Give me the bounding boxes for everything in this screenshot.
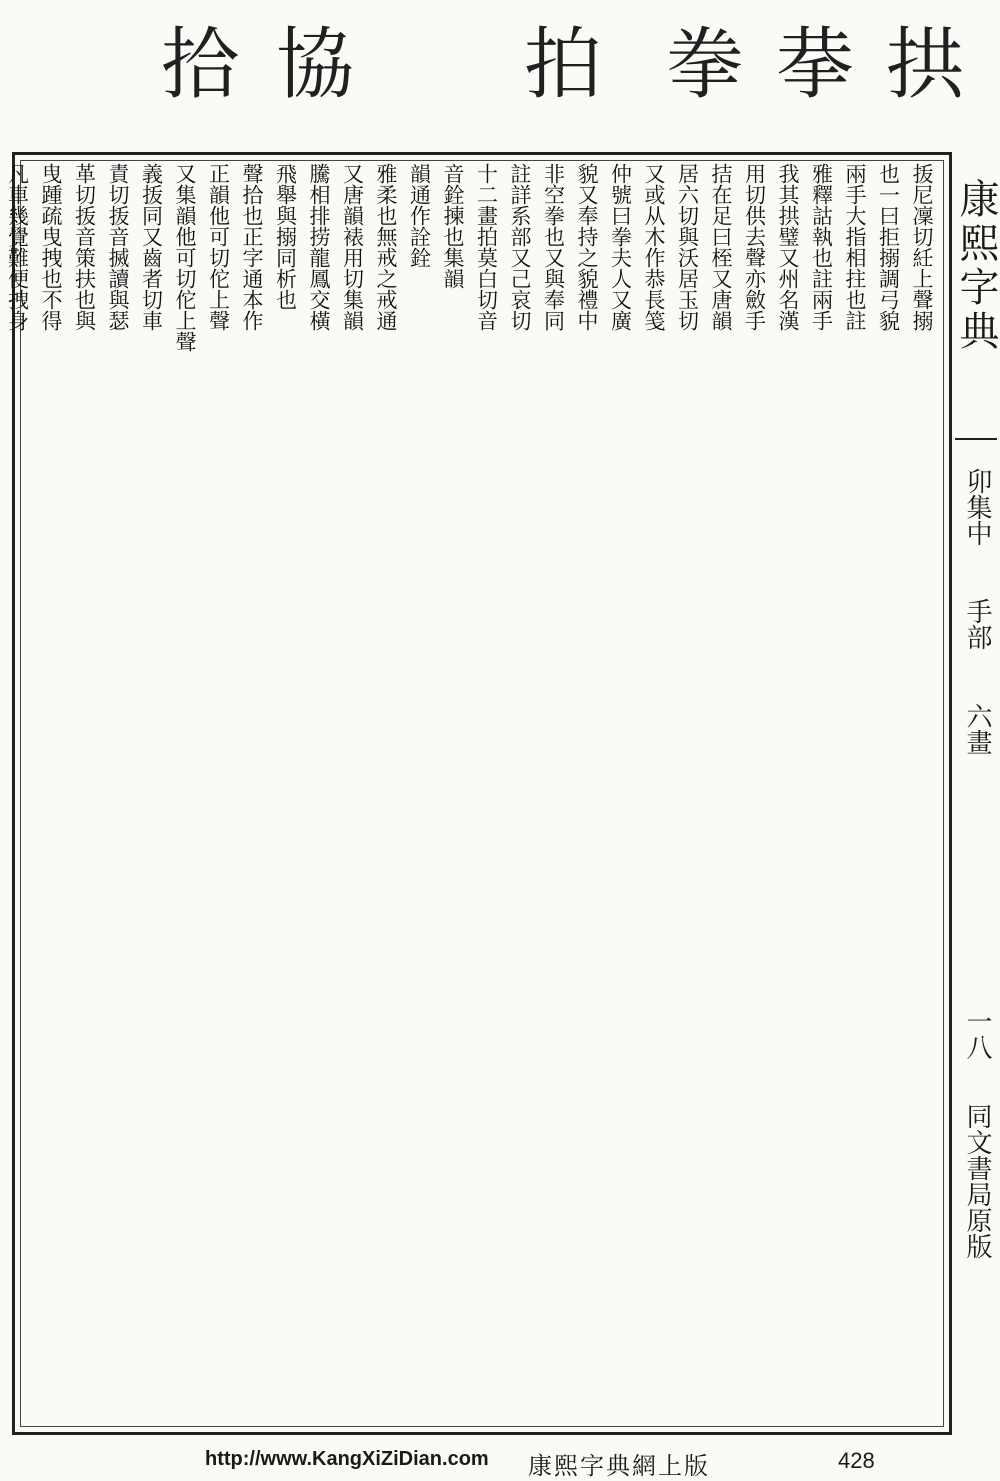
text-column: 雅釋詁執也註兩手 [809, 163, 834, 331]
seal-char: 拱 [885, 20, 964, 110]
dictionary-body [5, 163, 938, 1423]
volume-part: 卯集中 [962, 468, 992, 546]
text-column: 騰相排捞龍鳳交橫 [307, 163, 331, 331]
page-frame [5, 152, 952, 1435]
text-column: 韻通作詮銓 [407, 163, 432, 268]
footer-title: 康熙字典網上版 [528, 1452, 710, 1480]
text-column: 我其拱璧又州名漢 [776, 163, 800, 331]
text-column: 又或从木作恭長笺 [642, 163, 666, 331]
footer [0, 1440, 1000, 1480]
text-column: 雅柔也無戒之戒通 [374, 163, 398, 331]
seal-char: 拳 [665, 20, 744, 110]
text-column: 居六切與沃居玉切 [675, 163, 700, 331]
text-column: 註詳系部又己哀切 [508, 163, 532, 331]
text-column: 也一曰拒搦調弓貌 [876, 163, 901, 331]
seal-char: 拾 [160, 20, 239, 110]
seal-char-faded [440, 10, 530, 120]
text-column: 革切㧞音策扶也與 [72, 163, 97, 331]
text-column: 貌又奉持之貌禮中 [575, 163, 599, 331]
text-column: 責切㧞音搣讀與瑟 [106, 163, 130, 331]
text-column: 義㧞同又齒者切車 [139, 163, 164, 331]
text-column: 又集韻他可切佗上聲 [173, 163, 197, 352]
text-column: 非空拳也又與奉同 [541, 163, 566, 331]
text-column: 仲號曰拳夫人又廣 [608, 163, 633, 331]
folio-number: 一八 [962, 1008, 992, 1060]
page-number: 428 [838, 1448, 875, 1473]
seal-script-header [0, 10, 1000, 130]
text-column: 㧞尼凜切紝上聲搦 [910, 163, 934, 331]
title-rule [955, 438, 997, 440]
text-column: 兩手大指相拄也註 [843, 163, 867, 331]
text-column: 正韻他可切佗上聲 [206, 163, 231, 331]
stroke-count: 六畫 [962, 703, 992, 755]
seal-char: 拍 [523, 20, 602, 110]
text-column: 十二畫拍莫白切音 [474, 163, 499, 331]
text-column: 聲拾也正字通本作 [240, 163, 264, 331]
footer-url[interactable]: http://www.KangXiZiDian.com [205, 1448, 489, 1470]
text-column: 又唐韻裱用切集韻 [340, 163, 365, 331]
text-column: 曳踵疏曳拽也不得 [39, 163, 63, 331]
text-column: 用切供去聲亦斂手 [742, 163, 767, 331]
dictionary-title: 康熙字典 [953, 178, 999, 354]
seal-char: 拲 [775, 20, 854, 110]
seal-char: 協 [275, 20, 354, 110]
margin-title [955, 158, 997, 1433]
text-column: 凡車幾覺難便拽身 [5, 163, 30, 331]
text-column: 音銓揀也集韻 [441, 163, 465, 289]
text-column: 飛舉與搦同析也 [273, 163, 298, 310]
publisher: 同文書局原版 [962, 1103, 992, 1259]
radical-label: 手部 [962, 598, 992, 650]
text-column: 拮在足曰桎又唐韻 [709, 163, 733, 331]
